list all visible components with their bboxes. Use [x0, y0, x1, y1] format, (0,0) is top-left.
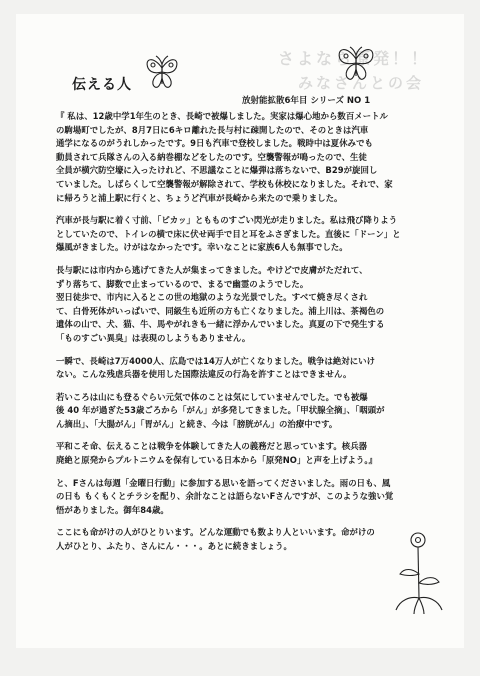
paragraph: 平和こそ命、伝えることは戦争を体験してきた人の義務だと思っています。核兵器 廃絶と原発からプルトニウムを保有している日本から「原発NO」と声を上げよう。』: [56, 441, 378, 466]
paragraph: 『 私は、12歳中学1年生のとき、長崎で被爆しました。実家は爆心地から数百メートル の駒場町でしたが、8月7日に6キロ離れた長与村に疎開したので、そのときは汽車 通学になるのがうれしかったです。9日も汽車で登校しました。戦時中は夏休みでも 動員されて兵隊さんの入る納巻棚などをしたのです。空襲警報が鳴ったので、生徒 全員が横穴防空壕に入ったけれど、不思議なことに爆弾は落ちないで、B29が旋回し ていました。しばらくして空襲警報が解除されて、学校も休校になりました。それで、家 に帰ろうと浦上駅に行くと、ちょうど汽車が長崎から来たので乗りました。: [56, 111, 393, 203]
article-body: [56, 110, 428, 554]
paragraph: 若いころは山にも登るぐらい元気で体のことは気にしていませんでした。でも被爆 後 40 年が過ぎた53歳ごろから「がん」が多発してきました。「甲状腺全摘」、「咽頭が ん摘出」、「大腸がん」「胃がん」と続き、今は「膀胱がん」の治療中です。: [56, 391, 385, 429]
paragraph: 汽車が長与駅に着く寸前、「ピカッ」ともものすごい閃光が走りました。私は飛び降りよう としていたので、トイレの横で床に伏せ両手で目と耳をふさぎました。直後に「ドーン」と 爆風がきました。けがはなかったです。幸いなことに家族6人も無事でした。: [56, 215, 401, 253]
butterfly-icon: [334, 44, 378, 86]
document-page: [16, 14, 464, 648]
paragraph: 一瞬で、長崎は7万4000人、広島では14万人が亡くなりました。戦争は絶対にいけ ない。こんな残虐兵器を使用した国際法違反の行為を許すことはできません。: [56, 355, 375, 380]
show-through-text: さよなら原発！！: [278, 49, 431, 68]
butterfly-icon: [142, 54, 182, 96]
flower-icon: [392, 528, 446, 616]
paragraph: 長与駅には市内から逃げてきた人が集まってきました。やけどで皮膚がただれて、 ずり落ちて、脚数で止まっているので、まるで幽霊のようでした。 翌日徒歩で、市内に入るとこの世の地獄のような光景でした。すべて焼き尽くされ て、白骨死体がいっぱいで、同級生も近所の方も亡くなりました。浦上川は、茶褐色の 遺体の山で、犬、猫、牛、馬やがれきも一緒に浮かんでいました。真夏の下で発生する 「ものすごい異臭」は表現のしようもありません。: [56, 264, 385, 343]
show-through-text: みなさんとの会: [298, 74, 425, 92]
page-title: 伝える人: [72, 77, 132, 93]
paragraph: と、Fさんは毎週「金曜日行動」に参加する思いを語ってくださいました。雨の日も、風 の日も もくもくとチラシを配り、余計なことは語らないFさんですが、このような強い覚 悟がありました。御年84歳。: [56, 477, 394, 515]
paragraph: ここにも命がけの人がひとりいます。どんな運動でも数より人といいます。命がけの 人がひとり、ふたり、さんにん・・・。あとに続きましょう。: [56, 527, 375, 552]
series-subtitle: 放射能拡散6年目 シリーズ NO 1: [242, 96, 371, 106]
